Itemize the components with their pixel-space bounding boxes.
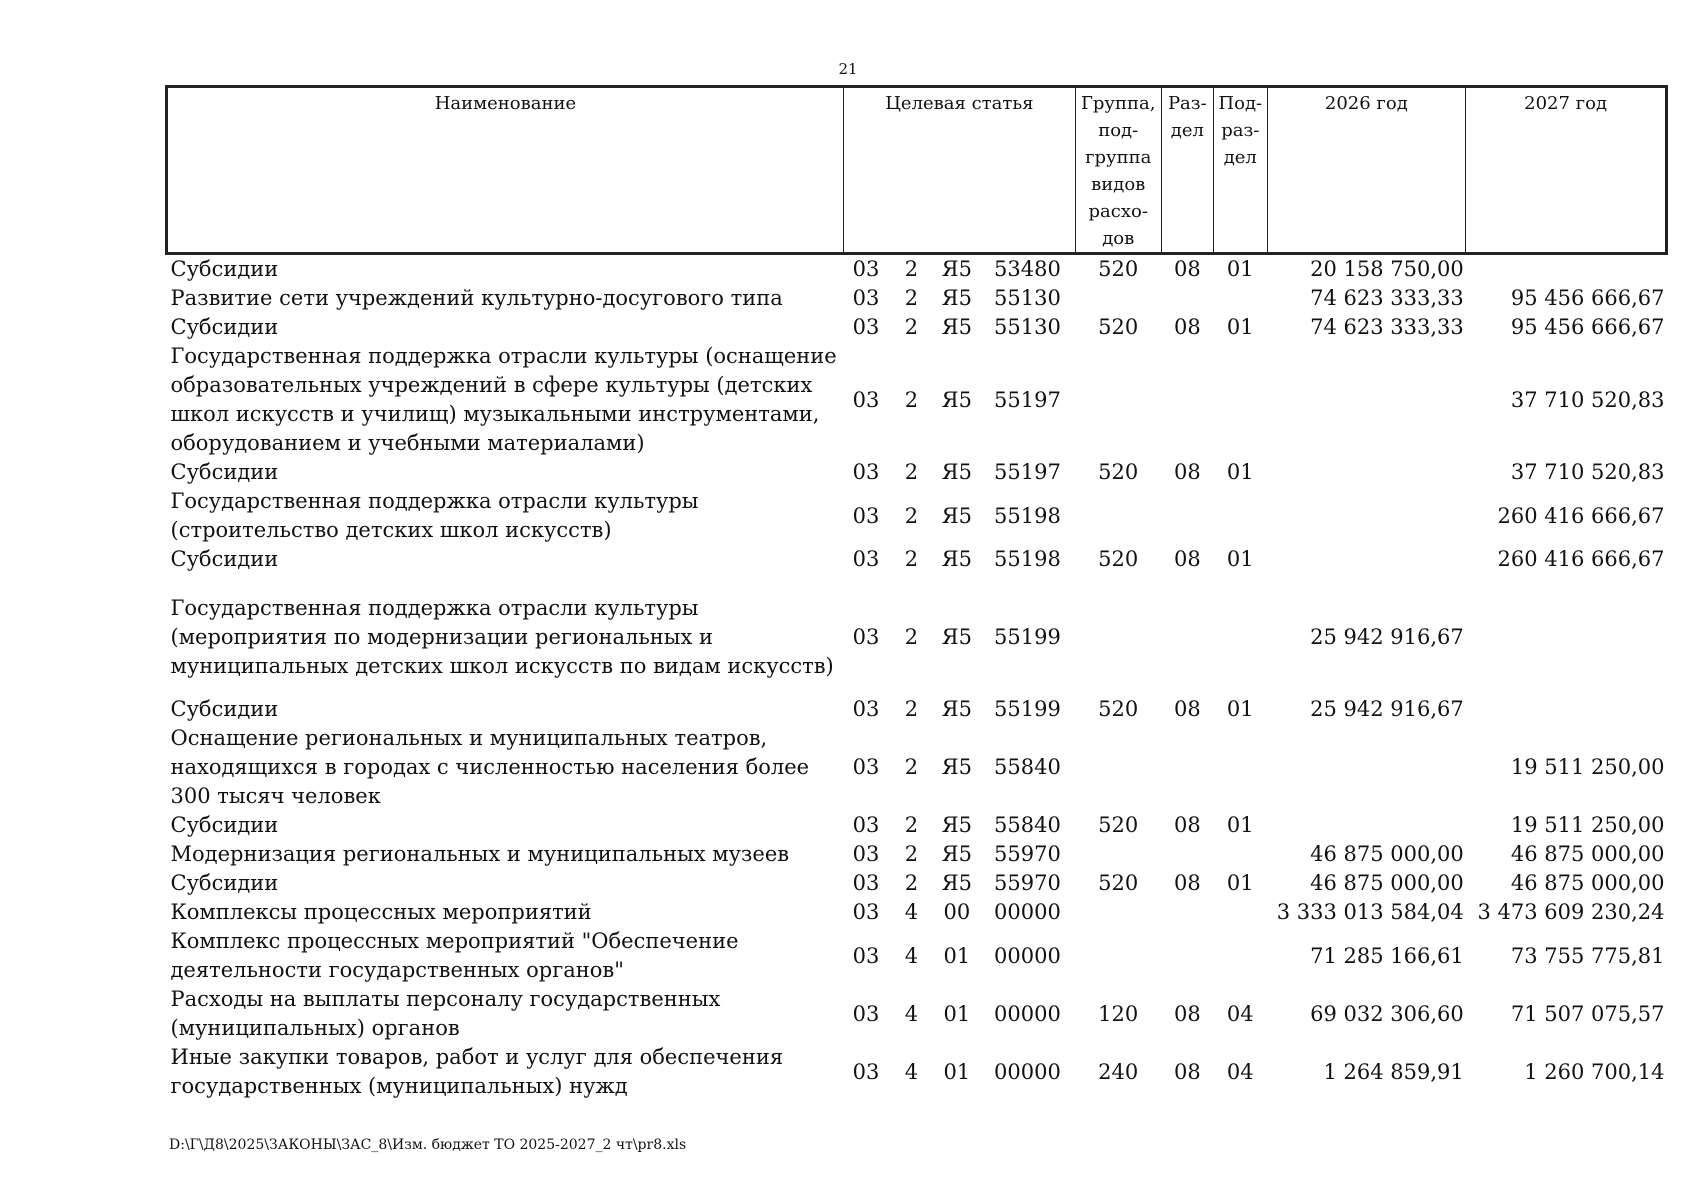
section <box>1161 284 1213 313</box>
header-name: Наименование <box>167 87 844 254</box>
table-row <box>167 985 1667 1043</box>
table-row <box>167 1043 1667 1101</box>
code-program: 03 <box>852 503 880 528</box>
row-name: Субсидии <box>170 813 279 837</box>
code-subprogram: 2 <box>904 813 919 837</box>
subsection: 01 <box>1226 871 1254 895</box>
row-name: Субсидии <box>170 315 279 339</box>
value-2026 <box>1267 724 1466 811</box>
code-subprogram: 2 <box>904 842 919 866</box>
row-name: Иные закупки товаров, работ и услуг для обеспечения государственных (муниципальных) нужд <box>170 1045 784 1098</box>
code-program: 03 <box>852 842 880 866</box>
code-program: 03 <box>852 871 880 895</box>
code-direction: 55970 <box>994 842 1061 866</box>
code-direction: 55197 <box>994 387 1061 412</box>
subsection <box>1214 574 1267 695</box>
table-row <box>167 840 1667 869</box>
table-row <box>167 574 1667 695</box>
value-2026: 74 623 333,33 <box>1310 286 1464 310</box>
subsection: 01 <box>1226 547 1254 571</box>
header-section: Раз-дел <box>1161 87 1213 254</box>
code-program: 03 <box>852 387 880 412</box>
subsection <box>1214 487 1267 545</box>
table-row <box>167 545 1667 574</box>
expense-group <box>1075 724 1161 811</box>
row-name: Субсидии <box>170 697 279 721</box>
code-subprogram: 2 <box>904 387 919 412</box>
row-name: Субсидии <box>170 257 279 281</box>
expense-group: 520 <box>1098 871 1139 895</box>
code-event: Я5 <box>941 547 972 571</box>
table-row <box>167 869 1667 898</box>
code-subprogram: 2 <box>904 547 919 571</box>
code-program: 03 <box>852 315 880 339</box>
code-direction: 53480 <box>994 257 1061 281</box>
subsection <box>1214 342 1267 458</box>
table-body <box>167 254 1667 1102</box>
subsection: 01 <box>1226 315 1254 339</box>
value-2026: 46 875 000,00 <box>1310 871 1464 895</box>
value-2027: 95 456 666,67 <box>1510 286 1665 310</box>
code-direction: 55130 <box>994 286 1061 310</box>
value-2026: 3 333 013 584,04 <box>1276 900 1464 924</box>
code-direction: 00000 <box>994 1059 1061 1084</box>
header-subsection: Под-раз-дел <box>1214 87 1267 254</box>
code-event: Я5 <box>941 871 972 895</box>
row-name: Субсидии <box>170 547 279 571</box>
value-2027 <box>1466 254 1667 285</box>
code-event: Я5 <box>941 625 972 649</box>
code-direction: 55970 <box>994 871 1061 895</box>
code-event: Я5 <box>941 697 972 721</box>
budget-table-container <box>165 85 1668 1101</box>
expense-group: 520 <box>1098 460 1139 484</box>
code-direction: 55840 <box>994 755 1061 779</box>
expense-group <box>1075 840 1161 869</box>
code-event: 00 <box>943 900 971 924</box>
value-2026 <box>1267 811 1466 840</box>
code-subprogram: 4 <box>904 1001 919 1026</box>
section <box>1161 342 1213 458</box>
value-2027: 260 416 666,67 <box>1497 503 1665 528</box>
code-direction: 55130 <box>994 315 1061 339</box>
code-event: Я5 <box>941 755 972 779</box>
section <box>1161 487 1213 545</box>
code-program: 03 <box>852 943 880 968</box>
expense-group: 240 <box>1098 1059 1139 1084</box>
value-2026 <box>1267 487 1466 545</box>
value-2027: 73 755 775,81 <box>1510 943 1665 968</box>
subsection: 04 <box>1226 1059 1254 1084</box>
code-subprogram: 4 <box>904 943 919 968</box>
value-2026: 46 875 000,00 <box>1310 842 1464 866</box>
code-event: Я5 <box>941 460 972 484</box>
code-event: 01 <box>943 1001 971 1026</box>
table-row <box>167 254 1667 285</box>
value-2027: 71 507 075,57 <box>1510 1001 1665 1026</box>
value-2027: 19 511 250,00 <box>1510 813 1665 837</box>
section <box>1161 840 1213 869</box>
expense-group: 520 <box>1098 547 1139 571</box>
section <box>1161 574 1213 695</box>
code-event: Я5 <box>941 315 972 339</box>
value-2027: 37 710 520,83 <box>1510 460 1665 484</box>
value-2027: 3 473 609 230,24 <box>1477 900 1665 924</box>
code-subprogram: 2 <box>904 286 919 310</box>
value-2027: 260 416 666,67 <box>1497 547 1665 571</box>
code-subprogram: 2 <box>904 625 919 649</box>
subsection: 01 <box>1226 813 1254 837</box>
code-subprogram: 2 <box>904 503 919 528</box>
row-name: Комплекс процессных мероприятий "Обеспечение деятельности государственных органов" <box>170 929 739 982</box>
value-2027: 46 875 000,00 <box>1510 842 1665 866</box>
row-name: Субсидии <box>170 460 279 484</box>
code-direction: 00000 <box>994 943 1061 968</box>
code-event: Я5 <box>941 257 972 281</box>
row-name: Комплексы процессных мероприятий <box>170 900 592 924</box>
code-direction: 00000 <box>994 900 1061 924</box>
code-program: 03 <box>852 286 880 310</box>
row-name: Развитие сети учреждений культурно-досугового типа <box>170 286 783 310</box>
expense-group: 520 <box>1098 697 1139 721</box>
code-program: 03 <box>852 625 880 649</box>
header-year-2027: 2027 год <box>1466 87 1667 254</box>
table-row <box>167 313 1667 342</box>
code-direction: 55198 <box>994 503 1061 528</box>
expense-group <box>1075 487 1161 545</box>
code-program: 03 <box>852 257 880 281</box>
code-subprogram: 2 <box>904 697 919 721</box>
subsection: 01 <box>1226 697 1254 721</box>
value-2026: 1 264 859,91 <box>1323 1059 1464 1084</box>
section: 08 <box>1173 547 1201 571</box>
code-direction: 55199 <box>994 625 1061 649</box>
value-2026: 20 158 750,00 <box>1310 257 1464 281</box>
value-2026 <box>1267 342 1466 458</box>
row-name: Модернизация региональных и муниципальных музеев <box>170 842 790 866</box>
value-2027: 19 511 250,00 <box>1510 755 1665 779</box>
code-subprogram: 4 <box>904 900 919 924</box>
code-direction: 55199 <box>994 697 1061 721</box>
code-subprogram: 2 <box>904 257 919 281</box>
section <box>1161 724 1213 811</box>
table-row <box>167 724 1667 811</box>
expense-group: 520 <box>1098 315 1139 339</box>
code-event: Я5 <box>941 286 972 310</box>
section: 08 <box>1173 1059 1201 1084</box>
row-name: Государственная поддержка отрасли культуры (мероприятия по модернизации региональных и муниципальных детских школ искусств по видам искусств) <box>170 596 834 678</box>
table-row <box>167 927 1667 985</box>
value-2027: 95 456 666,67 <box>1510 315 1665 339</box>
value-2027: 37 710 520,83 <box>1510 387 1665 412</box>
value-2026: 71 285 166,61 <box>1310 943 1464 968</box>
section: 08 <box>1173 871 1201 895</box>
table-row <box>167 487 1667 545</box>
code-subprogram: 4 <box>904 1059 919 1084</box>
section: 08 <box>1173 315 1201 339</box>
code-program: 03 <box>852 547 880 571</box>
table-row <box>167 898 1667 927</box>
table-row <box>167 284 1667 313</box>
subsection: 01 <box>1226 257 1254 281</box>
code-direction: 00000 <box>994 1001 1061 1026</box>
section: 08 <box>1173 1001 1201 1026</box>
header-target-article: Целевая статья <box>843 87 1075 254</box>
code-program: 03 <box>852 1059 880 1084</box>
row-name: Государственная поддержка отрасли культуры (строительство детских школ искусств) <box>170 489 699 542</box>
code-event: Я5 <box>941 503 972 528</box>
row-name: Государственная поддержка отрасли культуры (оснащение образовательных учреждений в сфере культуры (детских школ искусств и училищ) музыкальными инструментами, оборудованием и учебными материалами) <box>170 344 837 455</box>
value-2026: 25 942 916,67 <box>1310 697 1464 721</box>
row-name: Оснащение региональных и муниципальных театров, находящихся в городах с численностью населения более 300 тысяч человек <box>170 726 810 808</box>
table-row <box>167 811 1667 840</box>
table-header <box>167 87 1667 254</box>
code-subprogram: 2 <box>904 755 919 779</box>
section: 08 <box>1173 697 1201 721</box>
expense-group <box>1075 574 1161 695</box>
value-2026: 69 032 306,60 <box>1310 1001 1464 1026</box>
value-2026: 74 623 333,33 <box>1310 315 1464 339</box>
subsection <box>1214 284 1267 313</box>
expense-group <box>1075 284 1161 313</box>
expense-group <box>1075 898 1161 927</box>
code-subprogram: 2 <box>904 315 919 339</box>
expense-group <box>1075 342 1161 458</box>
subsection: 01 <box>1226 460 1254 484</box>
expense-group: 520 <box>1098 257 1139 281</box>
code-program: 03 <box>852 755 880 779</box>
code-direction: 55198 <box>994 547 1061 571</box>
table-row <box>167 458 1667 487</box>
code-program: 03 <box>852 813 880 837</box>
expense-group: 520 <box>1098 813 1139 837</box>
value-2027: 46 875 000,00 <box>1510 871 1665 895</box>
code-program: 03 <box>852 460 880 484</box>
subsection <box>1214 927 1267 985</box>
code-program: 03 <box>852 900 880 924</box>
value-2027 <box>1466 574 1667 695</box>
code-subprogram: 2 <box>904 871 919 895</box>
expense-group <box>1075 927 1161 985</box>
code-subprogram: 2 <box>904 460 919 484</box>
value-2027 <box>1466 695 1667 724</box>
table-row <box>167 695 1667 724</box>
code-direction: 55840 <box>994 813 1061 837</box>
code-program: 03 <box>852 1001 880 1026</box>
row-name: Субсидии <box>170 871 279 895</box>
value-2026: 25 942 916,67 <box>1310 625 1464 649</box>
section: 08 <box>1173 257 1201 281</box>
subsection <box>1214 840 1267 869</box>
table-row <box>167 342 1667 458</box>
value-2026 <box>1267 545 1466 574</box>
subsection: 04 <box>1226 1001 1254 1026</box>
value-2027: 1 260 700,14 <box>1524 1059 1665 1084</box>
header-year-2026: 2026 год <box>1267 87 1466 254</box>
code-program: 03 <box>852 697 880 721</box>
section: 08 <box>1173 460 1201 484</box>
section: 08 <box>1173 813 1201 837</box>
row-name: Расходы на выплаты персоналу государственных (муниципальных) органов <box>170 987 721 1040</box>
code-event: 01 <box>943 1059 971 1084</box>
header-expense-group: Группа, под-группа видов расхо-дов <box>1075 87 1161 254</box>
value-2026 <box>1267 458 1466 487</box>
subsection <box>1214 898 1267 927</box>
code-event: 01 <box>943 943 971 968</box>
subsection <box>1214 724 1267 811</box>
expense-group: 120 <box>1098 1001 1139 1026</box>
code-event: Я5 <box>941 387 972 412</box>
code-direction: 55197 <box>994 460 1061 484</box>
code-event: Я5 <box>941 813 972 837</box>
budget-table <box>165 85 1668 1101</box>
code-event: Я5 <box>941 842 972 866</box>
section <box>1161 927 1213 985</box>
file-path-footer: D:\Г\Д8\2025\ЗАКОНЫ\ЗАС_8\Изм. бюджет ТО 2025-2027_2 чт\pr8.xls <box>169 1137 687 1153</box>
page-number: 21 <box>838 60 858 78</box>
section <box>1161 898 1213 927</box>
